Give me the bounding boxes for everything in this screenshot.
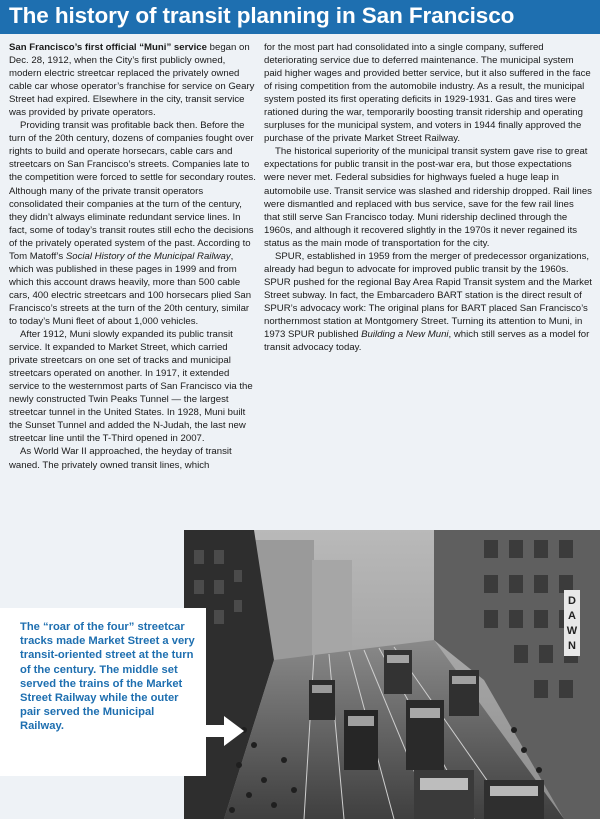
photo-illustration <box>184 530 600 819</box>
arrow-right-icon <box>198 716 244 746</box>
article-paragraph: After 1912, Muni slowly expanded its public transit service. It expanded to Market Street, which carried private streetcars on one set of tracks and municipal streetcars operated on another. In 1917, it extended service to the westernmost parts of San Francisco via the newly constructed Twin Peaks Tunnel — the largest streetcar tunnel in the United States. In 1928, Muni built the Sunset Tunnel and added the N-Judah, the last new streetcar line until the T-Third opened in 2007. <box>9 329 253 445</box>
market-street-photo <box>184 530 600 819</box>
article-paragraph <box>9 119 256 328</box>
sign-letter: A <box>568 610 576 622</box>
article-paragraph: for the most part had consolidated into a single company, suffered deteriorating service due to deferred maintenance. The municipal system paid higher wages and provided better service, but it also suffered in the face of rising competition from the automobile industry. As a result, the municipal system posted its first operating deficits in 1929-1931. Gas and tires were rationed during the war, temporarily boosting transit ridership and operating surpluses for the municipal system, and voters in 1944 finally approved the purchase of the private Market Street Railway. <box>264 42 591 145</box>
article-paragraph: As World War II approached, the heyday of transit waned. The privately owned transit lines, which <box>9 446 232 471</box>
article-paragraph: The historical superiority of the municipal transit system gave rise to great expectations for public transit in the post-war era, but those expectations were never met. Federal subsidies for highways fueled a huge leap in automobile use. Transit service was slashed and ridership dropped. Rail lines were dismantled and replaced with bus service, save for the few rail lines that still serve San Francisco today. Muni ridership declined through the 1960s, and although it recovered slightly in the 1970s it never regained its status as the main mode of transportation for the city. <box>264 146 592 249</box>
sign-letter: N <box>568 640 576 652</box>
paragraph-text: , which still serves as a model for transit advocacy today. <box>264 329 590 354</box>
article-column-left <box>9 41 256 472</box>
article-paragraph <box>264 250 592 354</box>
paragraph-text: Providing transit was profitable back then. Before the turn of the 20th century, dozens of companies fought over rights to build and operate horsecars, cable cars and streetcars on San Francisco’s streets. Companies late to the competition were forced to settle for secondary routes. Although many of the private transit operators consolidated their companies at the turn of the century, they didn’t always eliminate redundant service lines. In fact, some of today’s transit routes still echo the decisions of the privately operated system of the past. According to Tom Matoff’s <box>9 120 256 262</box>
paragraph-lead: San Francisco’s first official “Muni” service <box>9 42 207 53</box>
book-title: Social History of the Municipal Railway <box>65 250 231 262</box>
article-column-right <box>264 41 592 354</box>
paragraph-text: , which was published in these pages in 1999 and from which this account draws heavily, more than 500 cable cars, 400 electric streetcars and 100 horsecars plied San Francisco’s streets at the turn of the 20th century, similar to today’s Muni fleet of about 1,000 vehicles. <box>9 250 252 327</box>
distant-building <box>312 560 352 660</box>
article-paragraph <box>9 41 256 119</box>
page-title: The history of transit planning in San Francisco <box>9 3 515 28</box>
sign-letter: W <box>566 625 578 637</box>
paragraph-text: began on Dec. 28, 1912, when the City’s first publicly owned, modern electric streetcar replaced the privately owned cable car whose operator’s franchise for service on Geary Street had expired. Elsewhere in the city, transit service was provided by private operators. <box>9 42 255 119</box>
photo-caption: The “roar of the four” streetcar tracks made Market Street a very transit-oriented street at the turn of the century. The middle set served the trains of the Market Street Railway while the outer pair served the Municipal Railway. <box>20 621 195 733</box>
paragraph-text: SPUR, established in 1959 from the merger of predecessor organizations, already had begun to advocate for improved public transit by the 1960s. SPUR pushed for the regional Bay Area Rapid Transit system and the Market Street subway. In fact, the Embarcadero BART station is the direct result of SPUR’s advocacy work: The original plans for BART placed San Francisco’s northernmost station at Montgomery Street. Turning its attention to Muni, in 1973 SPUR published <box>264 250 592 341</box>
book-title: Building a New Muni <box>361 329 449 341</box>
sign-letter: D <box>568 595 576 607</box>
